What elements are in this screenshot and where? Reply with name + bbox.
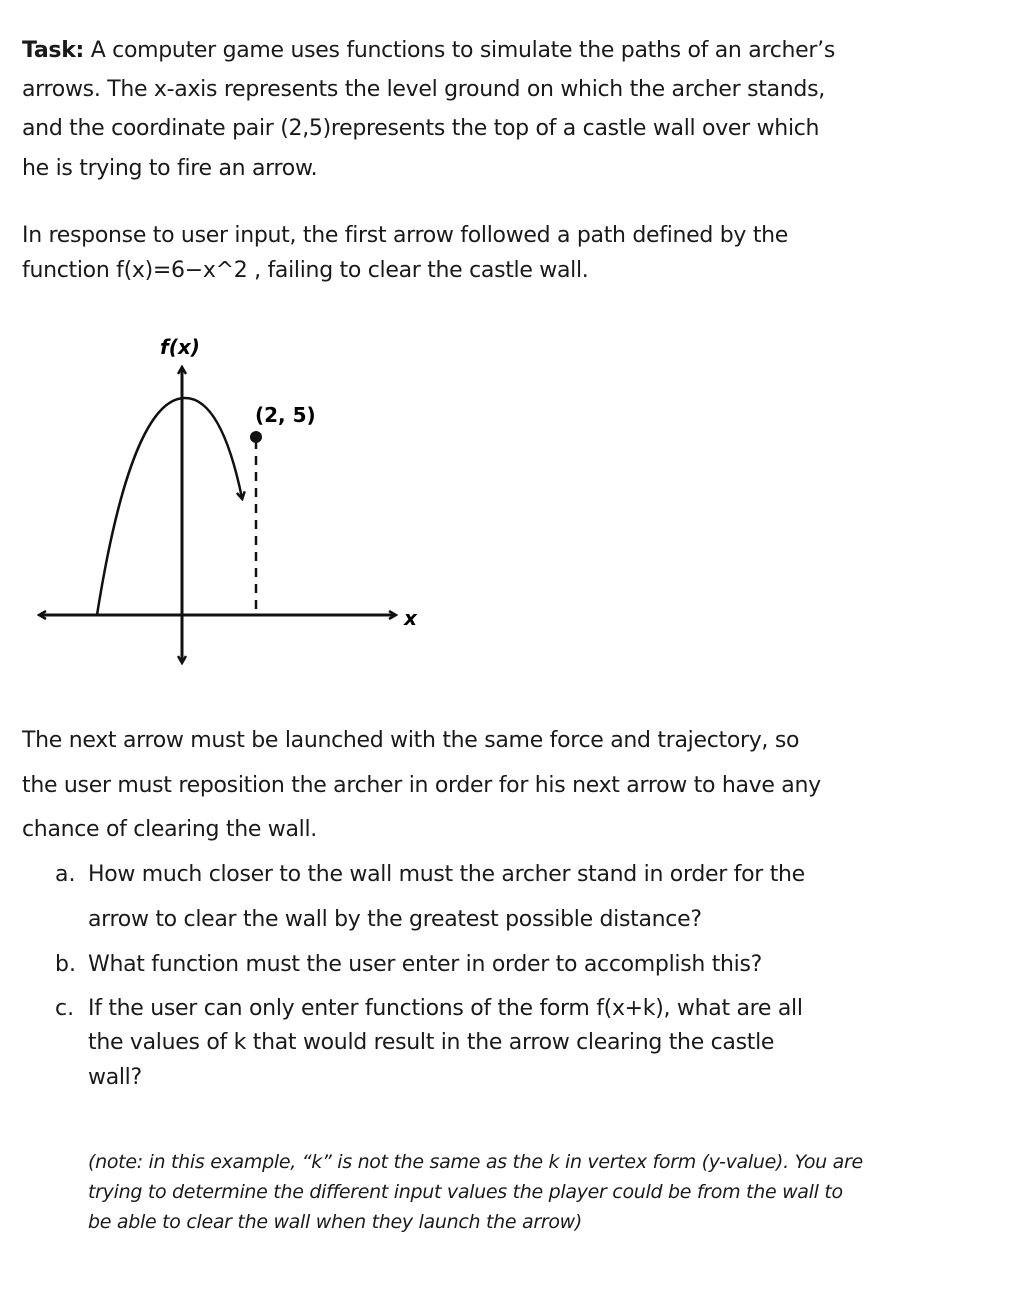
note-line: (note: in this example, “k” is not the same as the k in vertex form (y-value). You are [88,1151,863,1173]
question-marker: b. [55,952,76,977]
question-line: the values of k that would result in the arrow clearing the castle [88,1030,775,1055]
question-line: wall? [88,1065,142,1090]
task-label: Task: [22,38,85,63]
task-line: he is trying to fire an arrow. [22,156,318,181]
task-line: arrows. The x-axis represents the level ground on which the archer stands, [22,77,825,102]
y-axis-label: f(x) [160,335,200,359]
body-line: The next arrow must be launched with the same force and trajectory, so [22,728,800,753]
intro-line: function f(x)=6−x^2 , failing to clear the castle wall. [22,258,589,283]
x-axis-label: x [404,606,417,630]
task-line: and the coordinate pair (2,5)represents the top of a castle wall over which [22,116,820,141]
arrow-path-curve [97,398,242,615]
wall-top-point [250,431,262,443]
note-line: be able to clear the wall when they launch the arrow) [88,1211,583,1233]
question-line: How much closer to the wall must the archer stand in order for the [88,862,805,887]
question-line: If the user can only enter functions of the form f(x+k), what are all [88,996,803,1021]
point-label: (2, 5) [255,403,316,427]
note-line: trying to determine the different input values the player could be from the wall to [88,1181,843,1203]
body-line: the user must reposition the archer in order for his next arrow to have any [22,773,821,798]
task-line: Task: A computer game uses functions to simulate the paths of an archer’s [22,38,835,63]
intro-line: In response to user input, the first arrow followed a path defined by the [22,223,789,248]
question-marker: c. [55,996,75,1021]
question-line: arrow to clear the wall by the greatest possible distance? [88,907,702,932]
question-line: What function must the user enter in order to accomplish this? [88,952,763,977]
body-line: chance of clearing the wall. [22,817,317,842]
question-marker: a. [55,862,76,887]
